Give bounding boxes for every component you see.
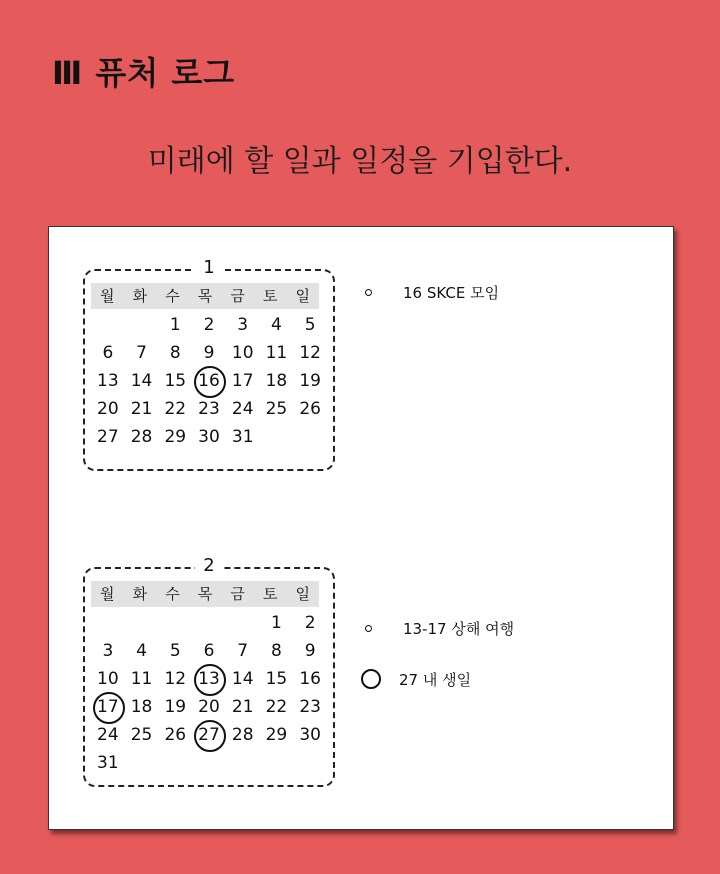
- calendar-day: 11: [265, 343, 288, 363]
- day-grid: [91, 311, 327, 451]
- task-dot-icon: [365, 289, 372, 296]
- calendar-day: 6: [102, 343, 114, 363]
- calendar-empty-cell: [260, 423, 294, 451]
- calendar-day: 5: [169, 641, 181, 661]
- calendar-day: 10: [97, 669, 119, 689]
- calendar-empty-cell: [91, 609, 125, 637]
- calendar-day: 17: [231, 371, 254, 391]
- calendar-day: 29: [164, 427, 187, 447]
- weekday-tue: 화: [132, 287, 148, 305]
- event-text: 27 내 생일: [399, 670, 472, 689]
- calendar-day: 22: [164, 399, 187, 419]
- section-subtitle: 미래에 할 일과 일정을 기입한다.: [147, 144, 573, 179]
- weekday-thu: 목: [197, 585, 213, 603]
- calendar-empty-cell: [125, 749, 159, 777]
- calendar-day: 18: [265, 371, 288, 391]
- calendar-day: 14: [130, 371, 153, 391]
- calendar-day: 1: [271, 613, 282, 633]
- section-title: Ⅲ 퓨처 로그: [52, 54, 236, 92]
- weekday-mon: 월: [100, 287, 115, 305]
- calendar-day: 27: [97, 427, 119, 447]
- calendar-day: 7: [136, 343, 147, 363]
- calendar-day: 28: [231, 725, 254, 745]
- calendar-day: 2: [203, 315, 215, 335]
- weekday-sun: 일: [295, 287, 310, 305]
- calendar-day: 16: [192, 367, 226, 395]
- calendar-empty-cell: [125, 609, 159, 637]
- calendar-day: 15: [265, 669, 288, 689]
- calendar-day: 30: [198, 427, 220, 447]
- calendar-day: 12: [164, 669, 187, 689]
- event-item: [361, 669, 472, 689]
- event-text: 13-17 상해 여행: [403, 620, 515, 638]
- calendar-empty-cell: [260, 749, 294, 777]
- calendar-day: 22: [265, 697, 288, 717]
- calendar-day: 2: [304, 613, 316, 633]
- calendar-day: 12: [299, 343, 321, 363]
- weekday-mon: 월: [100, 585, 115, 603]
- calendar-empty-cell: [158, 609, 192, 637]
- weekday-wed: 수: [165, 585, 180, 603]
- calendar-day: 18: [130, 697, 153, 717]
- calendar-day: 15: [164, 371, 187, 391]
- calendar-day: 3: [102, 641, 114, 661]
- calendar-day: 17: [91, 693, 125, 721]
- calendar-empty-cell: [192, 609, 226, 637]
- calendar-day: 11: [130, 669, 153, 689]
- calendar-day: 26: [164, 725, 187, 745]
- day-grid: [91, 609, 327, 777]
- calendar-day: 9: [203, 343, 215, 363]
- calendar-empty-cell: [125, 311, 159, 339]
- calendar-day: 3: [237, 315, 249, 335]
- weekday-tue: 화: [132, 585, 148, 603]
- calendar-day: 8: [169, 343, 181, 363]
- calendar-day: 19: [164, 697, 187, 717]
- calendar-empty-cell: [226, 749, 260, 777]
- calendar-day: 29: [265, 725, 288, 745]
- month-label: 1: [195, 257, 222, 278]
- calendar-day: 13: [97, 371, 119, 391]
- weekday-header: [91, 581, 319, 607]
- weekday-fri: 금: [230, 585, 245, 603]
- calendar-day: 31: [231, 427, 254, 447]
- calendar-day: 25: [265, 399, 288, 419]
- calendar-day: 21: [231, 697, 254, 717]
- calendar-day: 9: [304, 641, 316, 661]
- calendar-day: 24: [231, 399, 254, 419]
- calendar-day: 28: [130, 427, 153, 447]
- event-item: [365, 284, 500, 302]
- event-text: 16 SKCE 모임: [403, 284, 500, 302]
- calendar-day: 4: [271, 315, 282, 335]
- event-circle-icon: [361, 669, 381, 689]
- calendar-day: 16: [299, 669, 321, 689]
- calendar-day: 26: [299, 399, 321, 419]
- task-dot-icon: [365, 625, 372, 632]
- calendar-day: 5: [304, 315, 316, 335]
- weekday-sun: 일: [295, 585, 310, 603]
- calendar-day: 23: [299, 697, 321, 717]
- calendar-day: 6: [203, 641, 215, 661]
- calendar-day: 24: [97, 725, 119, 745]
- weekday-wed: 수: [165, 287, 180, 305]
- calendar-empty-cell: [293, 749, 327, 777]
- calendar-empty-cell: [158, 749, 192, 777]
- calendar-day: 7: [237, 641, 249, 661]
- weekday-thu: 목: [197, 287, 213, 305]
- calendar-day: 23: [198, 399, 220, 419]
- calendar-day: 21: [130, 399, 153, 419]
- weekday-sat: 토: [262, 585, 278, 603]
- calendar-empty-cell: [293, 423, 327, 451]
- weekday-header: [91, 283, 319, 309]
- calendar-day: 8: [271, 641, 282, 661]
- calendar-day: 13: [192, 665, 226, 693]
- calendar-day: 20: [97, 399, 119, 419]
- calendar-empty-cell: [91, 311, 125, 339]
- calendar-empty-cell: [192, 749, 226, 777]
- calendar-day: 19: [299, 371, 321, 391]
- calendar-day: 25: [130, 725, 153, 745]
- calendar-day: 1: [169, 315, 181, 335]
- calendar-day: 27: [192, 721, 226, 749]
- event-item: [365, 620, 515, 638]
- month-label: 2: [195, 555, 222, 576]
- calendar-day: 30: [299, 725, 321, 745]
- weekday-fri: 금: [230, 287, 245, 305]
- weekday-sat: 토: [262, 287, 278, 305]
- calendar-day: 4: [136, 641, 147, 661]
- calendar-day: 10: [231, 343, 254, 363]
- calendar-day: 20: [198, 697, 220, 717]
- calendar-day: 14: [231, 669, 254, 689]
- calendar-day: 31: [97, 753, 119, 773]
- calendar-empty-cell: [226, 609, 260, 637]
- future-log-page: [48, 226, 674, 830]
